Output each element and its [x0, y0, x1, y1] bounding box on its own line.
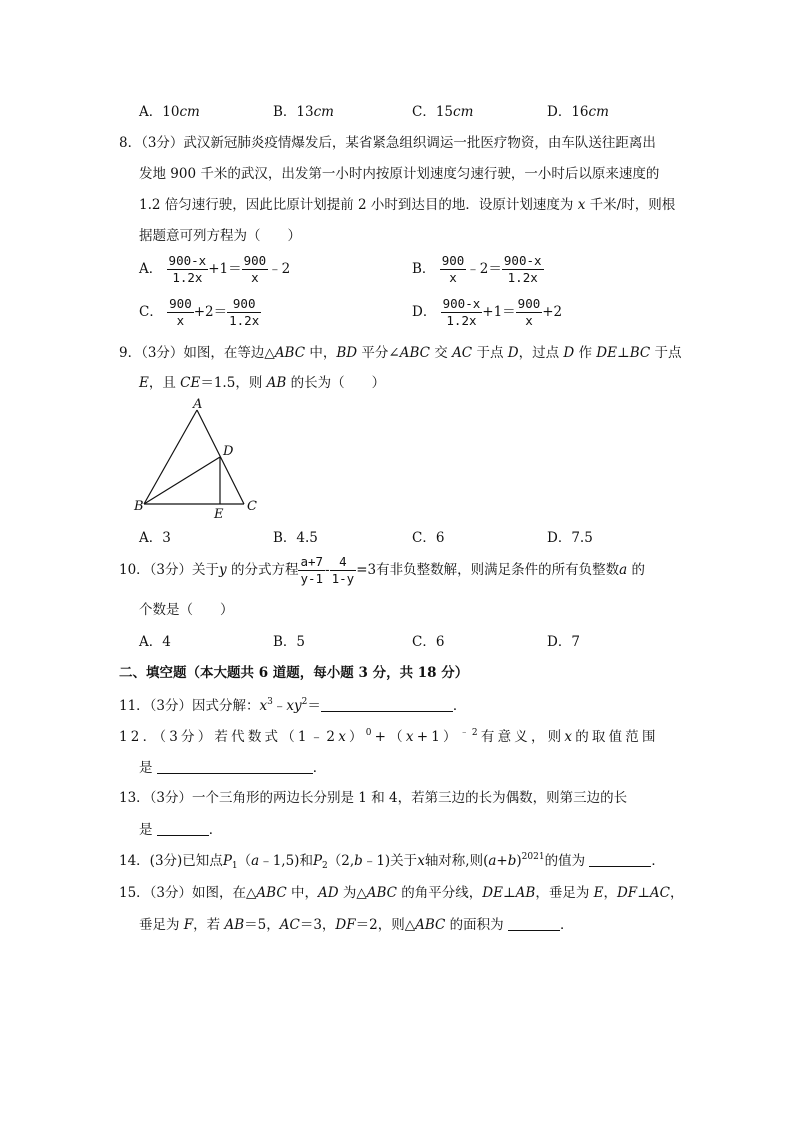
q9-line-1: 9．（3分）如图，在等边△ABC 中，BD 平分∠ABC 交 AC 于点 D，过点 D 作 DE⊥BC 于点 — [119, 345, 682, 361]
q8-option-d: D． $\frac{900-x}{1.2x}$ +1＝ $\frac{900}{x}$ +2 — [412, 296, 563, 328]
q11: 11．（3分）因式分解：$x^3﹣xy^2=$ ． — [119, 697, 467, 714]
answer-blank[interactable] — [508, 918, 560, 931]
fraction: $\frac{a+7}{y-1}$ — [300, 554, 324, 586]
q7-option-c: C．15cm — [412, 104, 474, 120]
fraction: $\frac{900-x}{1.2x}$ — [442, 296, 481, 328]
q15-line-2: 垂足为 F，若 AB＝5，AC＝3，DF＝2，则△ABC 的面积为 ． — [139, 917, 574, 933]
fraction: $\frac{900}{x}$ — [243, 253, 267, 285]
q10-line-1: 10．（3分）关于y 的分式方程 $\frac{a+7}{y-1}$ - $\frac{4}{1-y}$ =3有非负整数解，则满足条件的所有负整数a 的 — [119, 554, 645, 586]
fraction: $\frac{900}{1.2x}$ — [229, 296, 260, 328]
q7-option-d: D．16cm — [547, 104, 609, 120]
q8-line-3: 1.2 倍匀速行驶，因此比原计划提前 2 小时到达目的地．设原计划速度为 x 千米/时，则根 — [139, 197, 676, 213]
q9-line-2: E，且 CE＝1.5，则 AB 的长为（ ） — [139, 375, 386, 391]
q14: 14．(3分)已知点$P_1(a﹣1,5)$和$P_2(2,b﹣1)$关于x轴对称,则$(a+b)^{2021}$的值为 ． — [119, 852, 665, 871]
q9-option-d: D．7.5 — [547, 530, 593, 546]
triangle-figure — [130, 396, 270, 521]
q9-option-b: B．4.5 — [273, 530, 318, 546]
section-heading: 二、填空题（本大题共 6 道题，每小题 3 分，共 18 分） — [119, 665, 469, 681]
q8-option-b: B． $\frac{900}{x}$ ﹣2＝ $\frac{900-x}{1.2x}$ — [412, 253, 542, 285]
answer-blank[interactable] — [157, 761, 313, 774]
label-b: B — [134, 499, 144, 514]
label-e: E — [214, 507, 224, 521]
q12-line-1: 12．（3分）若代数式$(1﹣2x)^0+(x+1)^{﹣2}$有意义，则x的取值范围 — [119, 728, 659, 745]
q13-line-2: 是 ． — [139, 822, 223, 838]
q9-option-a: A．3 — [139, 530, 171, 546]
q9-option-c: C．6 — [412, 530, 445, 546]
label-a: A — [193, 397, 203, 412]
q10-option-d: D．7 — [547, 634, 580, 650]
q8-option-c: C． $\frac{900}{x}$ +2＝ $\frac{900}{1.2x}$ — [139, 296, 260, 328]
q7-option-b: B．13cm — [273, 104, 334, 120]
q8-line-4: 据题意可列方程为（ ） — [139, 228, 301, 244]
q12-line-2: 是 ． — [139, 760, 327, 776]
answer-blank[interactable] — [321, 699, 453, 712]
answer-blank[interactable] — [157, 823, 209, 836]
q10-option-a: A．4 — [139, 634, 171, 650]
q10-option-c: C．6 — [412, 634, 445, 650]
q8-line-1: 8．（3分）武汉新冠肺炎疫情爆发后，某省紧急组织调运一批医疗物资，由车队送往距离出 — [119, 135, 656, 151]
q13-line-1: 13．（3分）一个三角形的两边长分别是 1 和 4，若第三边的长为偶数，则第三边的长 — [119, 790, 628, 806]
fraction: $\frac{900-x}{1.2x}$ — [168, 253, 207, 285]
segment-bd — [144, 457, 220, 504]
answer-blank[interactable] — [589, 854, 651, 867]
q7-option-a: A．10cm — [139, 104, 200, 120]
q10-line-2: 个数是（ ） — [139, 602, 234, 618]
fraction: $\frac{900}{x}$ — [169, 296, 192, 328]
q8-line-2: 发地 900 千米的武汉，出发第一小时内按原计划速度匀速行驶，一小时后以原来速度的 — [139, 166, 660, 182]
q8-option-a: A． $\frac{900-x}{1.2x}$ +1＝ $\frac{900}{x}$ ﹣2 — [139, 253, 291, 285]
q15-line-1: 15．（3分）如图，在△ABC 中，AD 为△ABC 的角平分线，DE⊥AB，垂足为 E，DF⊥AC， — [119, 885, 684, 901]
fraction: $\frac{900-x}{1.2x}$ — [503, 253, 542, 285]
q10-option-b: B．5 — [273, 634, 306, 650]
label-d: D — [223, 444, 234, 459]
fraction: $\frac{900}{x}$ — [441, 253, 465, 285]
fraction: $\frac{900}{x}$ — [517, 296, 541, 328]
fraction: $\frac{4}{1-y}$ — [331, 554, 355, 586]
label-c: C — [247, 499, 257, 514]
segment-ab — [144, 410, 197, 504]
